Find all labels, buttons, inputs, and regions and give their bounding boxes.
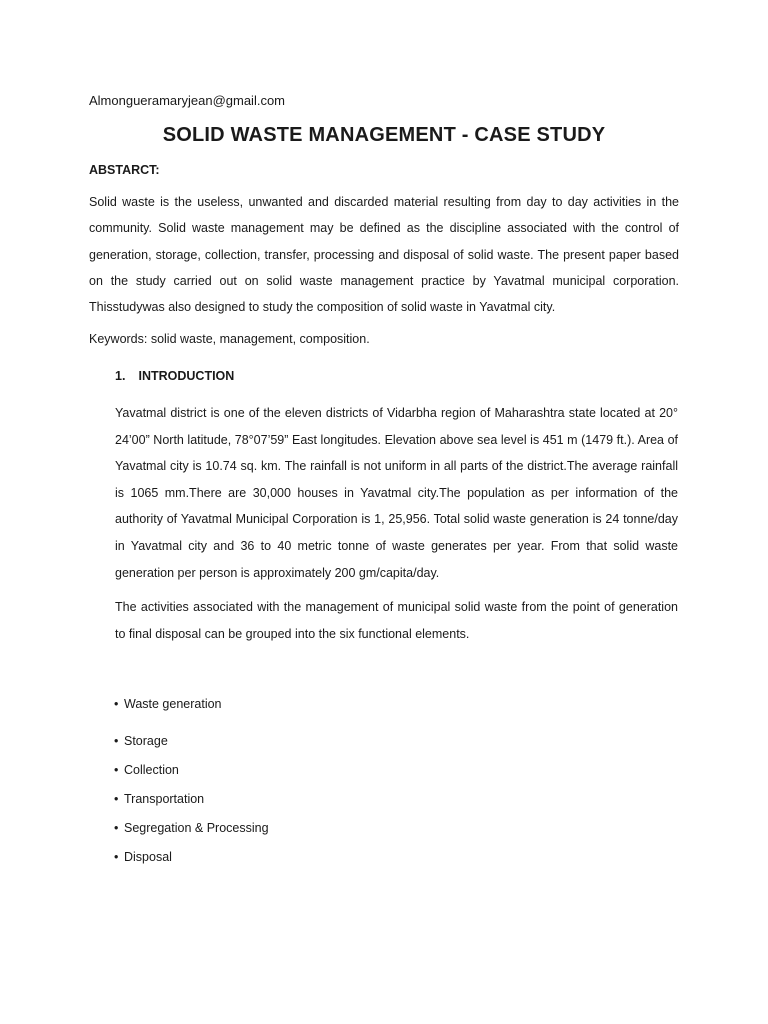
list-item-text: Collection bbox=[124, 763, 179, 777]
list-item bbox=[114, 734, 168, 748]
list-item bbox=[114, 792, 204, 806]
introduction-paragraph-2: The activities associated with the management of municipal solid waste from the point of generation to final disposal can be grouped into the six functional elements. bbox=[115, 600, 678, 641]
bullet-symbol: • bbox=[114, 697, 119, 711]
keywords-line: Keywords: solid waste, management, composition. bbox=[89, 332, 370, 346]
bullet-symbol: • bbox=[114, 792, 119, 806]
section-title: INTRODUCTION bbox=[138, 369, 235, 383]
bullet-symbol: • bbox=[114, 734, 119, 748]
list-item-text: Segregation & Processing bbox=[124, 821, 269, 835]
section-heading-introduction bbox=[115, 369, 234, 383]
introduction-paragraph-1: Yavatmal district is one of the eleven districts of Vidarbha region of Maharashtra state located at 20° 24’00” North latitude, 78°07’59” East longitudes. Elevation above sea level is 451 m (1479 ft.). Area of Yavatmal city is 10.74 sq. km. The rainfall is not uniform in all parts of the district.The average rainfall is 1065 mm.There are 30,000 houses in Yavatmal city.The population as per information of the authority of Yavatmal Municipal Corporation is 1, 25,956. Total solid waste generation is 24 tonne/day in Yavatmal city and 36 to 40 metric tonne of waste generates per year. From that solid waste generation per person is approximately 200 gm/capita/day. bbox=[115, 406, 678, 580]
section-number: 1. bbox=[115, 369, 126, 383]
list-item bbox=[114, 850, 172, 864]
bullet-symbol: • bbox=[114, 850, 119, 864]
list-item-text: Disposal bbox=[124, 850, 172, 864]
bullet-symbol: • bbox=[114, 763, 119, 777]
list-item bbox=[114, 821, 269, 835]
list-item bbox=[114, 697, 222, 711]
bullet-symbol: • bbox=[114, 821, 119, 835]
list-item-text: Transportation bbox=[124, 792, 205, 806]
abstract-heading: ABSTARCT: bbox=[89, 163, 160, 177]
list-item bbox=[114, 763, 179, 777]
abstract-paragraph: Solid waste is the useless, unwanted and discarded material resulting from day to day activities in the community. Solid waste management may be defined as the discipline associated with the control of generation, storage, collection, transfer, processing and disposal of solid waste. The present paper based on the study carried out on solid waste management practice by Yavatmal municipal corporation. Thisstudywas also designed to study the composition of solid waste in Yavatmal city. bbox=[89, 195, 679, 315]
author-email: Almongueramaryjean@gmail.com bbox=[89, 93, 285, 108]
list-item-text: Storage bbox=[124, 734, 168, 748]
list-item-text: Waste generation bbox=[124, 697, 222, 711]
document-title: SOLID WASTE MANAGEMENT - CASE STUDY bbox=[162, 124, 606, 146]
